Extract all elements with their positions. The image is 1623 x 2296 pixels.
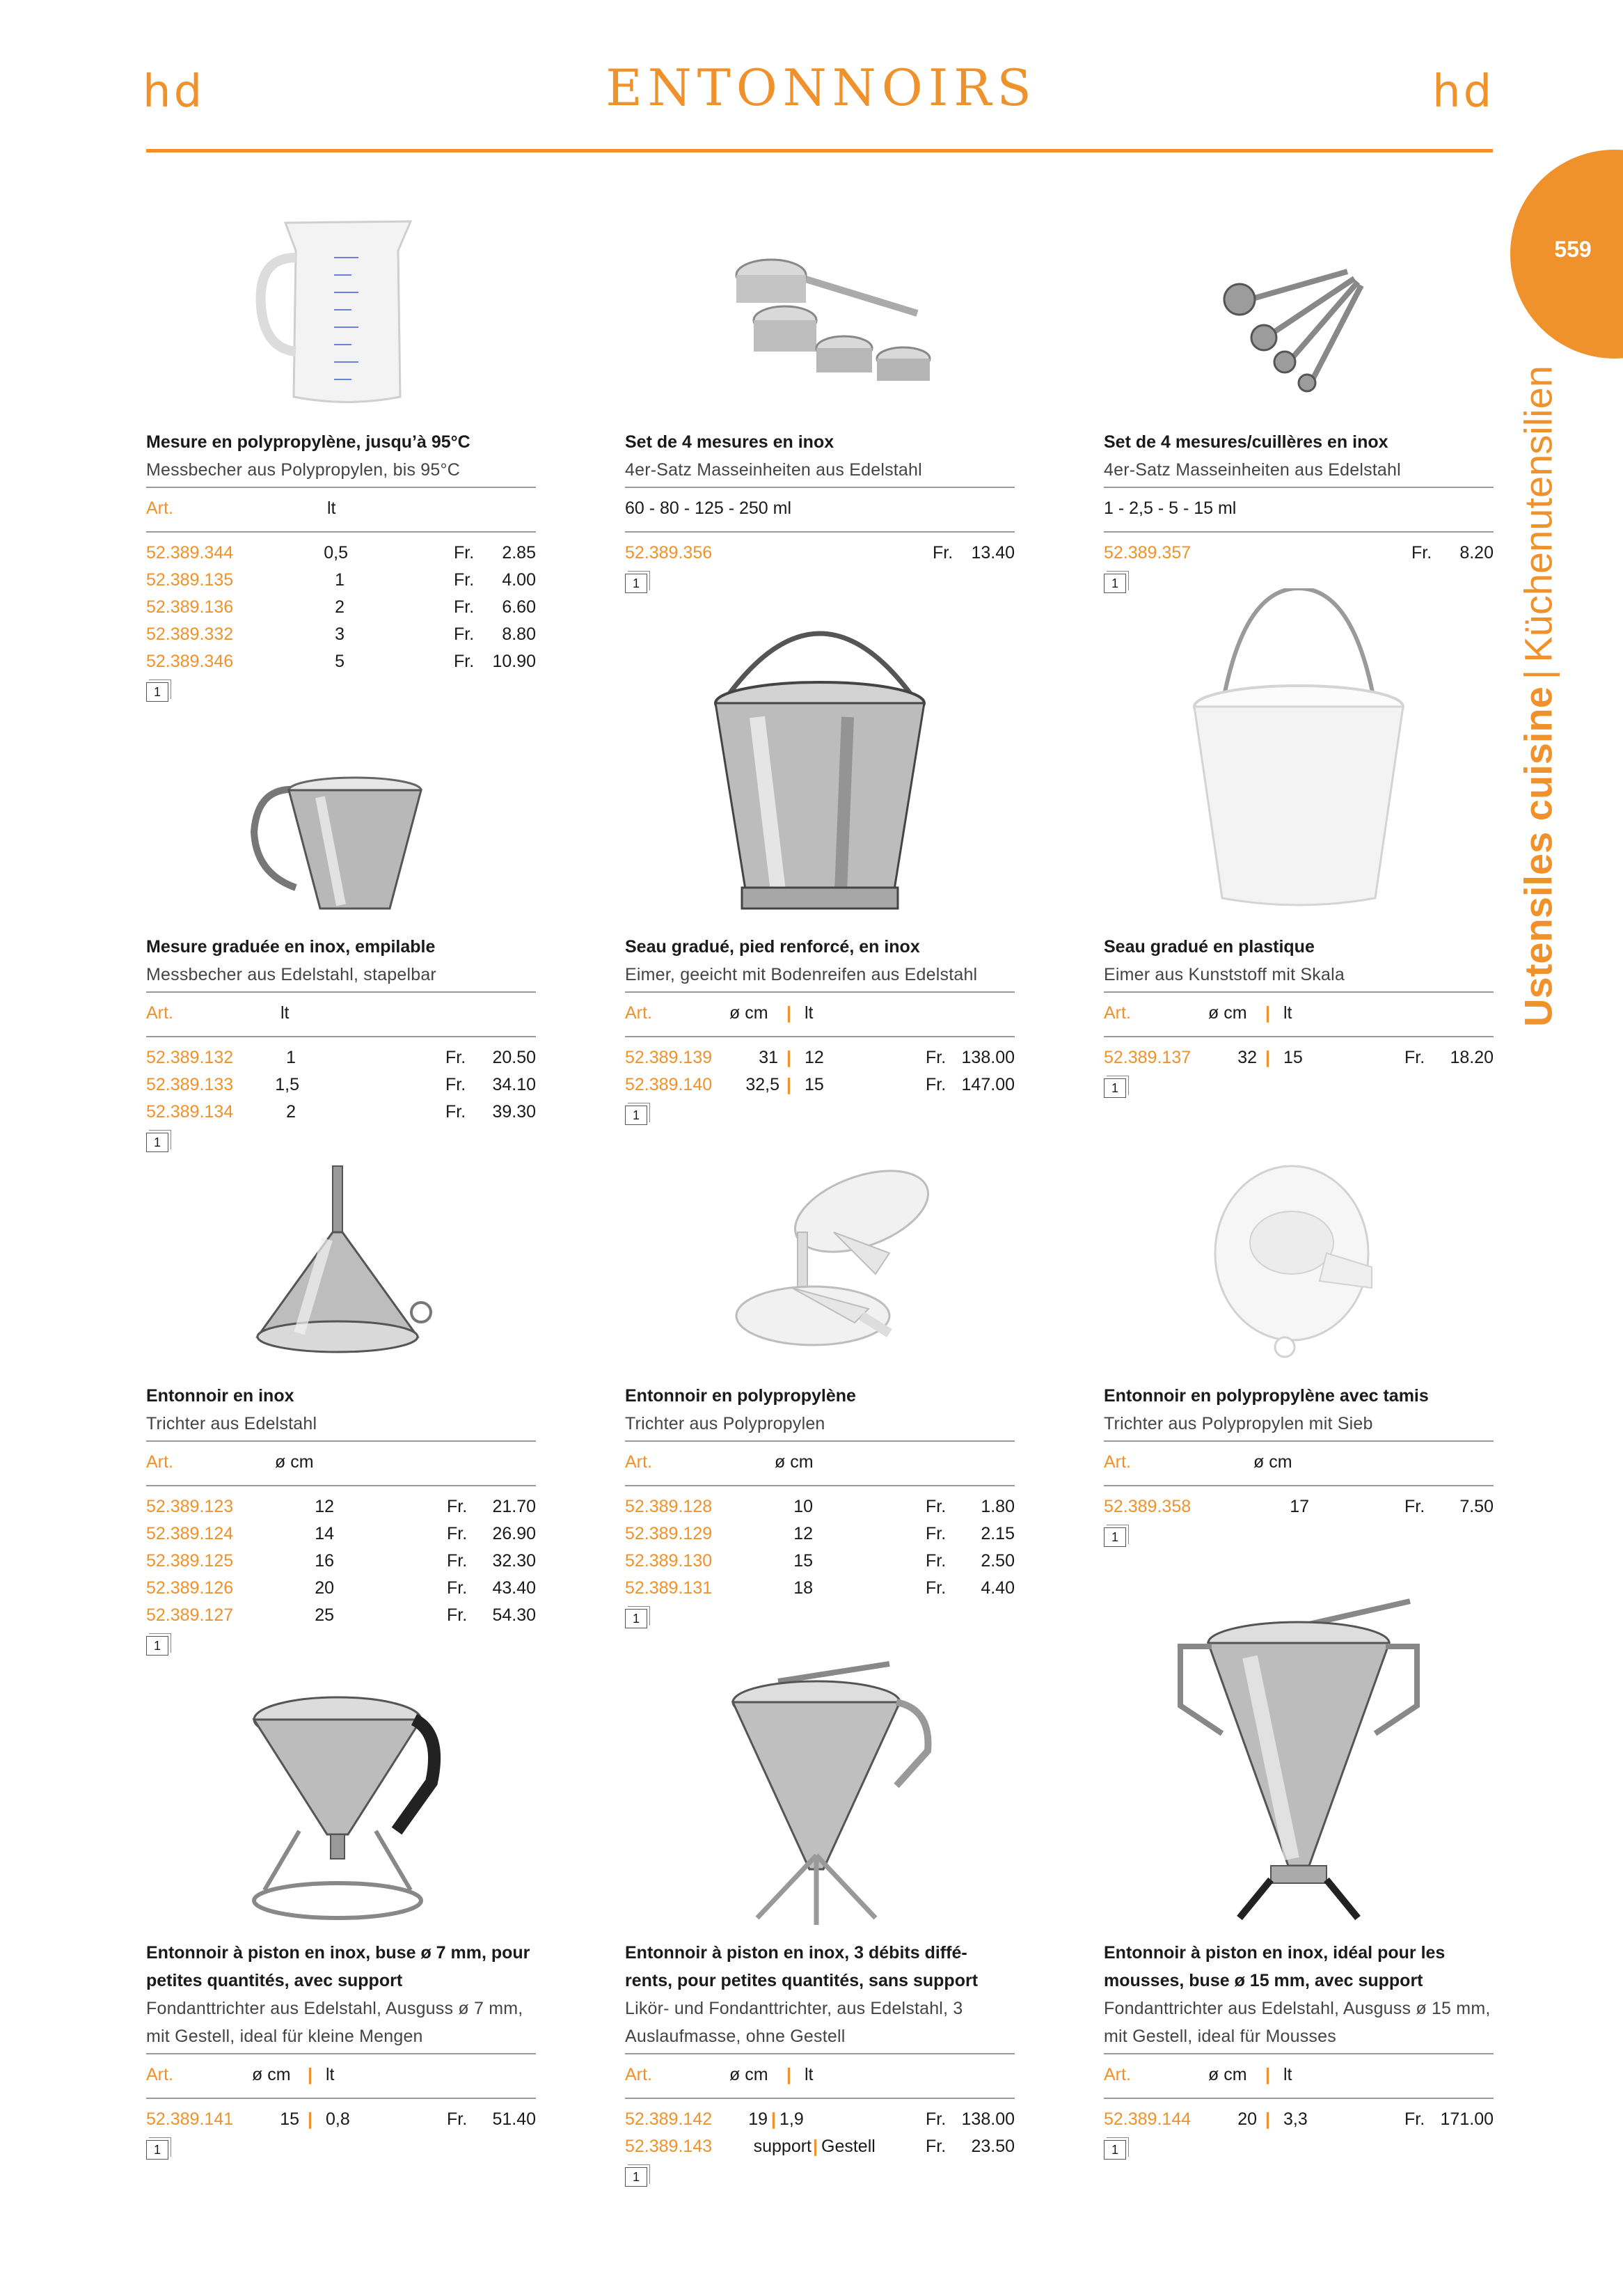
article-code: 52.389.132 — [146, 1048, 234, 1067]
table-row — [146, 2106, 536, 2133]
article-code: 52.389.124 — [146, 1524, 234, 1543]
measuring-spoons-icon — [1104, 258, 1494, 397]
value-1: 1 — [286, 1048, 296, 1067]
currency: Fr. — [1404, 1048, 1425, 1067]
table-header — [625, 993, 1015, 1033]
product-card — [146, 1939, 536, 2160]
value-1: 20 — [1237, 2109, 1257, 2129]
section-label-separator: | — [1516, 669, 1560, 680]
currency: Fr. — [926, 2109, 947, 2129]
currency: Fr. — [447, 2109, 468, 2129]
value-1: 25 — [315, 1605, 334, 1625]
table-header — [146, 993, 536, 1033]
column-header-2: lt — [805, 1003, 814, 1023]
value-1: 14 — [315, 1524, 334, 1543]
currency: Fr. — [445, 1102, 466, 1122]
article-code: 52.389.134 — [146, 1102, 234, 1122]
size-range: 1 - 2,5 - 5 - 15 ml — [1104, 498, 1237, 518]
product-card — [625, 1939, 1015, 2187]
article-code: 52.389.143 — [625, 2137, 713, 2156]
article-code: 52.389.133 — [146, 1075, 234, 1094]
value-1: 16 — [315, 1551, 334, 1571]
price: 147.00 — [961, 1075, 1015, 1094]
table-row — [146, 648, 536, 675]
product-name: Set de 4 mesures en inox — [625, 432, 834, 452]
product-subtitle: Messbecher aus Edelstahl, stapelbar — [146, 965, 436, 984]
column-separator: | — [1265, 2109, 1270, 2129]
article-code: 52.389.128 — [625, 1497, 713, 1516]
price: 34.10 — [492, 1075, 536, 1094]
product-subtitle: Trichter aus Edelstahl — [146, 1414, 317, 1433]
price: 13.40 — [971, 543, 1015, 563]
currency: Fr. — [447, 1497, 468, 1516]
table-row — [1104, 1493, 1494, 1520]
currency: Fr. — [926, 1551, 947, 1571]
value-1: 15 — [280, 2109, 299, 2129]
currency: Fr. — [926, 1578, 947, 1598]
article-code: 52.389.139 — [625, 1048, 713, 1067]
table-header — [1104, 2054, 1494, 2095]
product-name: Seau gradué en plastique — [1104, 937, 1315, 957]
measuring-cup-steel-icon — [146, 769, 536, 919]
column-separator: | — [771, 2109, 776, 2129]
packaging-box-icon: 1 — [1104, 1525, 1130, 1547]
currency: Fr. — [926, 2137, 947, 2156]
table-row — [625, 2106, 1015, 2133]
article-code: 52.389.141 — [146, 2109, 234, 2129]
article-code: 52.389.137 — [1104, 1048, 1191, 1067]
article-code: 52.389.136 — [146, 597, 234, 617]
value-1: support — [753, 2137, 812, 2156]
table-row — [625, 540, 1015, 567]
price: 43.40 — [492, 1578, 536, 1598]
column-art: Art. — [146, 2065, 173, 2084]
piston-funnel-mousse-icon — [1104, 1594, 1494, 1932]
value-2: 3,3 — [1283, 2109, 1308, 2129]
table-row — [146, 1493, 536, 1520]
value-2: 1,9 — [779, 2109, 804, 2129]
article-code: 52.389.125 — [146, 1551, 234, 1571]
currency: Fr. — [1404, 2109, 1425, 2129]
price: 4.00 — [502, 570, 536, 590]
product-card — [1104, 1939, 1494, 2160]
section-side-label — [1516, 365, 1561, 1027]
product-subtitle: Messbecher aus Polypropylen, bis 95°C — [146, 460, 460, 480]
column-separator: | — [786, 2065, 791, 2084]
column-art: Art. — [625, 1003, 652, 1023]
price: 10.90 — [492, 652, 536, 671]
article-code: 52.389.356 — [625, 543, 713, 563]
column-header-2: lt — [805, 2065, 814, 2084]
product-card — [1104, 1382, 1494, 1547]
currency: Fr. — [933, 543, 953, 563]
packaging-box-icon: 1 — [1104, 571, 1130, 593]
funnel-with-sieve-icon — [1104, 1163, 1494, 1365]
table-row — [625, 2133, 1015, 2160]
currency: Fr. — [454, 597, 475, 617]
price: 2.85 — [502, 543, 536, 563]
article-code: 52.389.123 — [146, 1497, 234, 1516]
table-header — [1104, 1442, 1494, 1482]
article-code: 52.389.140 — [625, 1075, 713, 1094]
logo-right: hd — [1432, 66, 1495, 118]
column-art: Art. — [1104, 1452, 1131, 1472]
plastic-bucket-icon — [1104, 588, 1494, 915]
column-header-1: ø cm — [275, 1452, 314, 1472]
column-header-1: ø cm — [729, 1003, 768, 1023]
product-name: Entonnoir en polypropylène — [625, 1386, 856, 1406]
price: 20.50 — [492, 1048, 536, 1067]
article-code: 52.389.357 — [1104, 543, 1191, 563]
column-header-1: ø cm — [775, 1452, 814, 1472]
currency: Fr. — [454, 543, 475, 563]
value-2: Gestell — [821, 2137, 876, 2156]
column-header-1: lt — [327, 498, 336, 518]
table-row — [146, 567, 536, 594]
table-row — [146, 540, 536, 567]
product-card — [146, 428, 536, 702]
product-subtitle: 4er-Satz Masseinheiten aus Edelstahl — [625, 460, 922, 480]
price: 8.20 — [1459, 543, 1494, 563]
price: 7.50 — [1459, 1497, 1494, 1516]
column-separator: | — [1265, 1048, 1270, 1067]
table-row — [1104, 2106, 1494, 2133]
table-row — [146, 1071, 536, 1099]
currency: Fr. — [926, 1524, 947, 1543]
table-row — [1104, 1044, 1494, 1071]
product-subtitle: Trichter aus Polypropylen mit Sieb — [1104, 1414, 1373, 1433]
packaging-box-icon: 1 — [625, 571, 651, 593]
column-art: Art. — [146, 1452, 173, 1472]
value-1: 15 — [793, 1551, 813, 1571]
product-card — [625, 933, 1015, 1125]
price: 138.00 — [961, 1048, 1015, 1067]
price: 4.40 — [981, 1578, 1015, 1598]
section-label-normal: Küchenutensilien — [1516, 365, 1560, 663]
product-card — [1104, 428, 1494, 593]
product-name: Entonnoir en polypropylène avec tamis — [1104, 1386, 1429, 1406]
table-row — [625, 1071, 1015, 1099]
table-row — [625, 1548, 1015, 1575]
column-separator: | — [786, 1003, 791, 1023]
article-code: 52.389.127 — [146, 1605, 234, 1625]
product-name: Set de 4 mesures/cuillères en inox — [1104, 432, 1388, 452]
article-code: 52.389.358 — [1104, 1497, 1191, 1516]
article-code: 52.389.142 — [625, 2109, 713, 2129]
column-header-1: lt — [280, 1003, 290, 1023]
column-art: Art. — [625, 2065, 652, 2084]
product-card — [146, 933, 536, 1152]
value-2: 0,8 — [326, 2109, 350, 2129]
product-subtitle: 4er-Satz Masseinheiten aus Edelstahl — [1104, 460, 1401, 480]
steel-funnel-icon — [146, 1163, 536, 1365]
value-2: 15 — [1283, 1048, 1303, 1067]
table-header — [146, 2054, 536, 2095]
price: 2.50 — [981, 1551, 1015, 1571]
column-header-1: ø cm — [252, 2065, 291, 2084]
price: 32.30 — [492, 1551, 536, 1571]
article-code: 52.389.126 — [146, 1578, 234, 1598]
page-number: 559 — [1554, 237, 1592, 262]
value-1: 10 — [793, 1497, 813, 1516]
table-row — [146, 621, 536, 648]
packaging-box-icon: 1 — [146, 1130, 173, 1152]
page-title: ENTONNOIRS — [605, 58, 1037, 117]
value-1: 12 — [315, 1497, 334, 1516]
value-1: 32 — [1237, 1048, 1257, 1067]
product-name: Mesure en polypropylène, jusqu’à 95°C — [146, 432, 470, 452]
packaging-box-icon: 1 — [625, 2164, 651, 2187]
price: 26.90 — [492, 1524, 536, 1543]
column-separator: | — [813, 2137, 818, 2156]
price: 8.80 — [502, 624, 536, 644]
currency: Fr. — [926, 1497, 947, 1516]
price: 18.20 — [1450, 1048, 1494, 1067]
product-name: Entonnoir à piston en inox, idéal pour les mousses, buse ø 15 mm, avec support — [1104, 1943, 1446, 1990]
value-2: 12 — [805, 1048, 824, 1067]
product-name: Entonnoir à piston en inox, buse ø 7 mm, pour petites quantités, avec support — [146, 1943, 530, 1990]
column-separator: | — [308, 2065, 312, 2084]
price: 51.40 — [492, 2109, 536, 2129]
value-1: 20 — [315, 1578, 334, 1598]
currency: Fr. — [1404, 1497, 1425, 1516]
table-row — [1104, 540, 1494, 567]
value-1: 3 — [335, 624, 345, 644]
currency: Fr. — [445, 1075, 466, 1094]
piston-funnel-small-icon — [146, 1692, 536, 1928]
price: 171.00 — [1440, 2109, 1494, 2129]
product-card — [1104, 933, 1494, 1098]
price: 21.70 — [492, 1497, 536, 1516]
logo-left: hd — [143, 66, 205, 118]
value-1: 1 — [335, 570, 345, 590]
currency: Fr. — [454, 624, 475, 644]
product-card — [625, 428, 1015, 593]
column-art: Art. — [1104, 1003, 1131, 1023]
table-header — [625, 2054, 1015, 2095]
value-1: 0,5 — [324, 543, 348, 563]
steel-bucket-icon — [625, 592, 1015, 919]
article-code: 52.389.344 — [146, 543, 234, 563]
table-header — [146, 1442, 536, 1482]
price: 6.60 — [502, 597, 536, 617]
table-row — [146, 1602, 536, 1629]
product-subtitle: Trichter aus Polypropylen — [625, 1414, 825, 1433]
column-header-2: lt — [1283, 1003, 1292, 1023]
packaging-box-icon: 1 — [625, 1606, 651, 1628]
currency: Fr. — [926, 1048, 947, 1067]
product-subtitle: Eimer, geeicht mit Bodenreifen aus Edelstahl — [625, 965, 978, 984]
value-1: 2 — [286, 1102, 296, 1122]
value-1: 2 — [335, 597, 345, 617]
table-row — [146, 1575, 536, 1602]
packaging-box-icon: 1 — [146, 1633, 173, 1656]
currency: Fr. — [454, 652, 475, 671]
piston-funnel-3-outlets-icon — [625, 1660, 1015, 1932]
product-name: Seau gradué, pied renforcé, en inox — [625, 937, 920, 957]
currency: Fr. — [1411, 543, 1432, 563]
header-rule — [146, 149, 1493, 152]
table-header — [1104, 993, 1494, 1033]
article-code: 52.389.135 — [146, 570, 234, 590]
price: 54.30 — [492, 1605, 536, 1625]
measuring-jug-plastic-icon — [146, 209, 536, 411]
table-row — [146, 1099, 536, 1126]
section-label-bold: Ustensiles cuisine — [1516, 686, 1560, 1027]
table-row — [146, 1548, 536, 1575]
value-1: 31 — [759, 1048, 778, 1067]
table-row — [625, 1575, 1015, 1602]
column-separator: | — [786, 1075, 791, 1094]
article-code: 52.389.144 — [1104, 2109, 1191, 2129]
plastic-funnels-icon — [625, 1163, 1015, 1365]
article-code: 52.389.346 — [146, 652, 234, 671]
value-1: 12 — [793, 1524, 813, 1543]
column-header-1: ø cm — [1208, 1003, 1247, 1023]
column-header-2: lt — [326, 2065, 335, 2084]
column-separator: | — [308, 2109, 312, 2129]
table-row — [625, 1520, 1015, 1548]
table-row — [146, 1044, 536, 1071]
table-row — [146, 594, 536, 621]
value-1: 5 — [335, 652, 345, 671]
currency: Fr. — [454, 570, 475, 590]
column-header-1: ø cm — [1208, 2065, 1247, 2084]
packaging-box-icon: 1 — [625, 1103, 651, 1125]
article-code: 52.389.129 — [625, 1524, 713, 1543]
packaging-box-icon: 1 — [146, 2137, 173, 2160]
column-header-1: ø cm — [729, 2065, 768, 2084]
column-header-1: ø cm — [1253, 1452, 1292, 1472]
product-card — [146, 1382, 536, 1656]
column-art: Art. — [625, 1452, 652, 1472]
product-name: Entonnoir en inox — [146, 1386, 294, 1406]
table-row — [625, 1493, 1015, 1520]
currency: Fr. — [447, 1578, 468, 1598]
article-code: 52.389.130 — [625, 1551, 713, 1571]
price: 39.30 — [492, 1102, 536, 1122]
value-2: 15 — [805, 1075, 824, 1094]
value-1: 18 — [793, 1578, 813, 1598]
currency: Fr. — [447, 1524, 468, 1543]
product-card — [625, 1382, 1015, 1628]
column-separator: | — [1265, 1003, 1270, 1023]
product-subtitle: Fondanttrichter aus Edelstahl, Ausguss ø 15 mm, mit Gestell, ideal für Mousses — [1104, 1999, 1491, 2046]
table-row — [146, 1520, 536, 1548]
currency: Fr. — [447, 1551, 468, 1571]
price: 2.15 — [981, 1524, 1015, 1543]
packaging-box-icon: 1 — [1104, 2137, 1130, 2160]
packaging-box-icon: 1 — [146, 679, 173, 702]
value-1: 1,5 — [275, 1075, 299, 1094]
value-1: 17 — [1290, 1497, 1309, 1516]
product-name: Mesure graduée en inox, empilable — [146, 937, 436, 957]
packaging-box-icon: 1 — [1104, 1076, 1130, 1098]
column-header-2: lt — [1283, 2065, 1292, 2084]
size-range: 60 - 80 - 125 - 250 ml — [625, 498, 792, 518]
column-separator: | — [1265, 2065, 1270, 2084]
currency: Fr. — [445, 1048, 466, 1067]
product-subtitle: Fondanttrichter aus Edelstahl, Ausguss ø 7 mm, mit Gestell, ideal für kleine Mengen — [146, 1999, 523, 2046]
table-header — [146, 488, 536, 528]
currency: Fr. — [447, 1605, 468, 1625]
value-1: 19 — [748, 2109, 768, 2129]
measuring-cups-icon — [625, 237, 1015, 397]
price: 138.00 — [961, 2109, 1015, 2129]
column-art: Art. — [146, 1003, 173, 1023]
price: 1.80 — [981, 1497, 1015, 1516]
product-subtitle: Likör- und Fondanttrichter, aus Edelstahl, 3 Auslaufmasse, ohne Gestell — [625, 1999, 963, 2046]
currency: Fr. — [926, 1075, 947, 1094]
table-header — [625, 1442, 1015, 1482]
column-separator: | — [786, 1048, 791, 1067]
price: 23.50 — [971, 2137, 1015, 2156]
product-subtitle: Eimer aus Kunststoff mit Skala — [1104, 965, 1345, 984]
column-art: Art. — [1104, 2065, 1131, 2084]
column-art: Art. — [146, 498, 173, 518]
article-code: 52.389.332 — [146, 624, 234, 644]
table-row — [625, 1044, 1015, 1071]
product-name: Entonnoir à piston en inox, 3 débits diffé- rents, pour petites quantités, sans support — [625, 1943, 979, 1990]
value-1: 32,5 — [745, 1075, 779, 1094]
article-code: 52.389.131 — [625, 1578, 713, 1598]
